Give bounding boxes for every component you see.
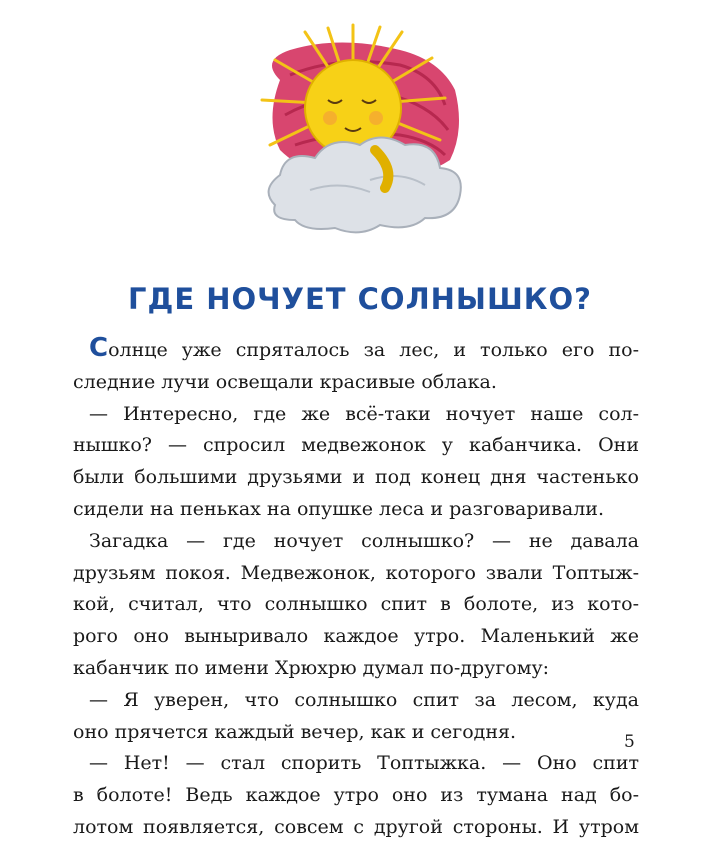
text-line: друзьям покоя. Медвежонок, которого звали Топтыж- [73, 561, 639, 584]
text-line: Солнце уже спряталось за лес, и только его по- [89, 333, 639, 363]
sleeping-sun-illustration [250, 20, 480, 250]
text-line: оно прячется каждый вечер, как и сегодня. [73, 720, 517, 743]
text-line: были большими друзьями и под конец дня частенько [73, 466, 639, 489]
text-line: лотом появляется, совсем с другой стороны. И утром [73, 815, 639, 838]
text-line: кабанчик по имени Хрюхрю думал по-другому: [73, 656, 550, 679]
text-line: сидели на пеньках на опушке леса и разговаривали. [73, 497, 604, 520]
text-line: кой, считал, что солнышко спит в болоте, из кото- [73, 593, 639, 616]
text-line: рого оно выныривало каждое утро. Маленький же [73, 625, 639, 648]
text-line: в болоте! Ведь каждое утро оно из тумана над бо- [73, 784, 639, 807]
text-line: — Интересно, где же всё-таки ночует наше сол- [89, 402, 639, 425]
text-line: — Я уверен, что солнышко спит за лесом, куда [89, 688, 639, 711]
text-line: — Нет! — стал спорить Топтыжка. — Оно спит [89, 752, 639, 775]
text-line: Загадка — где ночует солнышко? — не давала [89, 529, 639, 552]
drop-cap: С [89, 333, 109, 363]
text-line: следние лучи освещали красивые облака. [73, 370, 497, 393]
text-line: нышко? — спросил медвежонок у кабанчика. Они [73, 434, 639, 457]
story-title: ГДЕ НОЧУЕТ СОЛНЫШКО? [128, 282, 592, 316]
story-text [73, 333, 639, 844]
page-number: 5 [624, 732, 635, 752]
